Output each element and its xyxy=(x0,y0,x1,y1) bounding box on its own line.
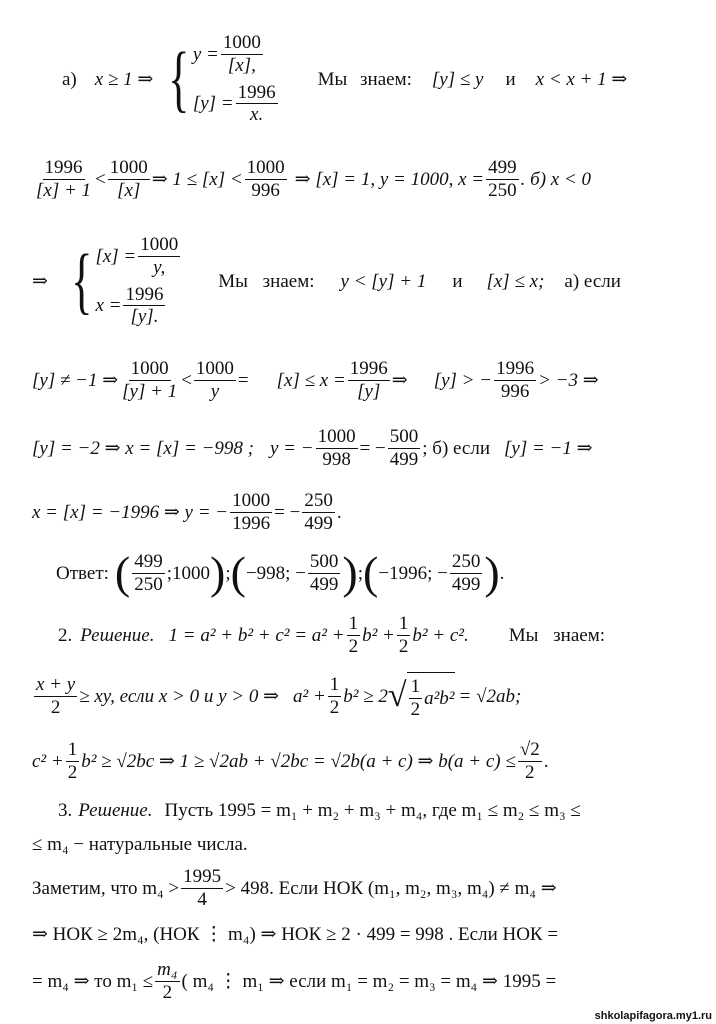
frac: 1000 [y] + 1 xyxy=(122,358,178,402)
frac: $\frac{1000}{[x],}$ xyxy=(222,32,261,76)
line-8: 2. Решение. 1 = a² + b² + c² = a² + $\frac{1}{2}$ b² + $\frac{1}{2}$ b² + c². Мы знаем: xyxy=(58,613,606,657)
frac: 499 250 xyxy=(134,551,163,595)
ineq-1: [y] ≤ y xyxy=(431,68,484,90)
frac: $\frac{1996}{996}$ xyxy=(496,358,535,402)
line-3 xyxy=(32,218,621,344)
system-1 xyxy=(165,32,279,125)
frac: $\frac{250}{499}$ xyxy=(304,490,333,534)
frac: $\frac{√2}{2}$ xyxy=(519,739,540,783)
and: и xyxy=(452,270,463,292)
line-9: $\frac{x + y}{2}$ ≥ xy, если x > 0 и y > 0 ⇒ a² + $\frac{1}{2}$ b² ≥ 2 √ 1 2 a²b² = √2ab; xyxy=(36,674,522,720)
line-1 xyxy=(62,18,627,140)
line-10: c² + $\frac{1}{2}$ b² ≥ √2bc ⇒ 1 ≥ √2ab + √2bc = √2b(a + c) ⇒ b(a + c) ≤ $\frac{√2}{2}$ . xyxy=(32,739,549,783)
frac: 1000 [x] xyxy=(109,157,148,201)
frac: $\frac{500}{499}$ xyxy=(389,426,419,470)
solution-label: Решение. xyxy=(78,799,153,821)
radical-icon: √ xyxy=(387,677,407,714)
cond: x ≥ 1 ⇒ xyxy=(94,68,154,90)
arrow: ⇒ xyxy=(32,270,48,292)
answer-label: Ответ: xyxy=(56,562,109,584)
line-11: 3. Решение. Пусть 1995 = m₁ + m₂ + m₃ + m₄, где m₁ ≤ m₂ ≤ m₃ ≤ xyxy=(58,799,581,821)
frac: $\frac{1}{2}$ xyxy=(67,739,78,783)
if-a: а) если xyxy=(564,270,621,292)
line-12: ≤ m₄ − натуральные числа. xyxy=(32,833,248,855)
line-7-answer: Ответ: ( 499 250 ;1000 ) ; ( −998; − $\frac{500}{499}$ ) ; ( −1996; − $\frac{250}{499}$ ) . xyxy=(56,547,505,598)
sqrt: √ 1 2 a²b² xyxy=(388,672,455,720)
we-know: Мы знаем: xyxy=(508,624,606,646)
eq-y: y = xyxy=(192,43,219,65)
frac: $\frac{1000}{1996}$ xyxy=(232,490,271,534)
frac: 1000 996 xyxy=(246,157,285,201)
label-a: а) xyxy=(62,68,77,90)
frac: 1996 [x] + 1 xyxy=(36,157,92,201)
frac: 1 2 xyxy=(410,676,421,720)
left-brace-icon: { xyxy=(71,240,93,322)
ineq-1: y < [y] + 1 xyxy=(340,270,427,292)
line-13: Заметим, что m₄ > 1995 4 > 498. Если НОК (m₁, m₂, m₃, m₄) ≠ m₄ ⇒ xyxy=(32,866,557,910)
and: и xyxy=(505,68,516,90)
impl: ⇒ 1 ≤ [x] < xyxy=(151,168,243,190)
site-watermark: shkolapifagora.my1.ru xyxy=(594,1010,712,1022)
eq-by: [y] = xyxy=(192,93,234,115)
line-14: ⇒ НОК ≥ 2m₄, (НОК ⋮ m₄) ⇒ НОК ≥ 2 · 499 = 998 . Если НОК = xyxy=(32,923,559,945)
case-b: . б) x < 0 xyxy=(520,168,592,190)
system-2: { [x] = $\frac{1000}{y,}$ x = $\frac{1996}{[y].}$ xyxy=(71,234,179,328)
we-know: Мы знаем: xyxy=(317,68,412,90)
line-2 xyxy=(32,150,591,208)
line-6: x = [x] = −1996 ⇒ y = − $\frac{1000}{1996}$ = − $\frac{250}{499}$ . xyxy=(32,490,342,534)
result: ⇒ [x] = 1, y = 1000, x = xyxy=(294,168,485,190)
left-brace-icon: { xyxy=(168,38,190,120)
frac: $\frac{\text{m₄}}{2}$ xyxy=(157,959,178,1003)
frac: $\frac{1}{2}$ xyxy=(398,613,409,657)
line-4: [y] ≠ −1 ⇒ 1000 [y] + 1 < $\frac{1000}{y}$ = [x] ≤ x = $\frac{1996}{[y]}$ ⇒ [y] > − $\frac{1996}{996}$ > −3 ⇒ xyxy=(32,358,599,402)
frac: $\frac{250}{499}$ xyxy=(451,551,481,595)
frac: $\frac{499}{250}$ xyxy=(488,157,517,201)
we-know: Мы знаем: xyxy=(218,270,315,292)
frac: 1995 4 xyxy=(183,866,222,910)
frac: $\frac{1}{2}$ xyxy=(348,613,359,657)
ineq-2: x < x + 1 ⇒ xyxy=(535,68,628,90)
frac: $\frac{1000}{y,}$ xyxy=(140,234,179,278)
solution-label: Решение. xyxy=(80,624,155,646)
line-15: = m₄ ⇒ то m₁ ≤ $\frac{\text{m₄}}{2}$ ( m₄ ⋮ m₁ ⇒ если m₁ = m₂ = m₃ = m₄ ⇒ 1995 = xyxy=(32,959,557,1003)
frac: $\frac{1996}{x.}$ xyxy=(237,82,276,126)
frac: $\frac{x + y}{2}$ xyxy=(36,674,76,718)
frac: $\frac{1000}{998}$ xyxy=(317,426,356,470)
ineq-2: [x] ≤ x; xyxy=(486,270,545,292)
frac: $\frac{1}{2}$ xyxy=(329,674,340,718)
line-5: [y] = −2 ⇒ x = [x] = −998 ; y = − $\frac{1000}{998}$ = − $\frac{500}{499}$ ; б) если [y] = −1 ⇒ xyxy=(32,426,593,470)
lt: < xyxy=(95,168,106,190)
frac: $\frac{1000}{y}$ xyxy=(195,358,234,402)
frac: $\frac{1996}{[y]}$ xyxy=(349,358,388,402)
frac: $\frac{1996}{[y].}$ xyxy=(125,284,164,328)
frac: $\frac{500}{499}$ xyxy=(309,551,339,595)
